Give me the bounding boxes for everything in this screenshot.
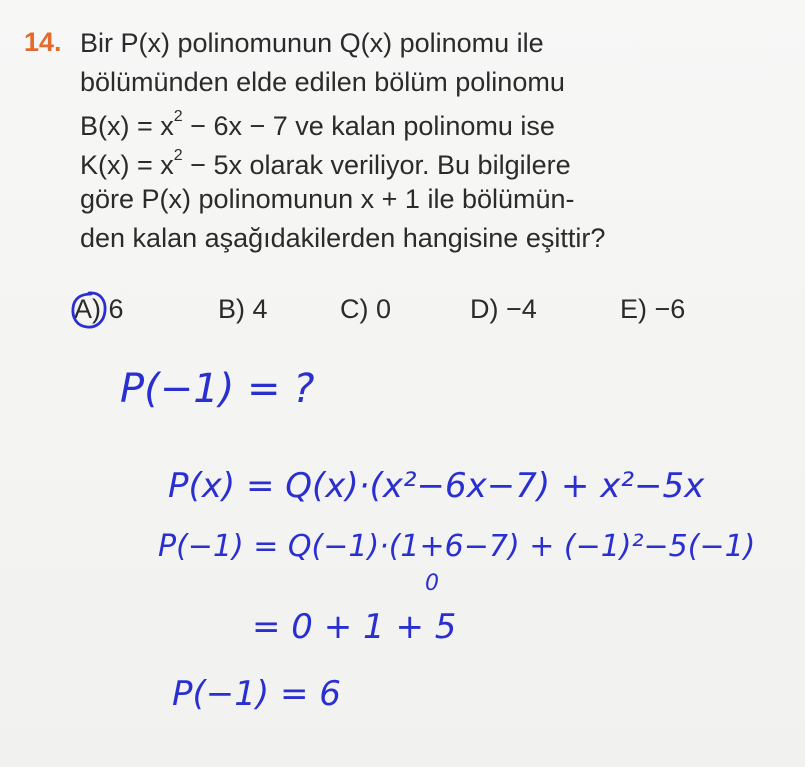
choice-d-value: −4	[506, 294, 537, 324]
choice-b-letter: B)	[218, 294, 245, 324]
question-line-1: Bir P(x) polinomunun Q(x) polinomu ile	[80, 28, 544, 58]
choice-a-value: 6	[108, 294, 124, 324]
hand-line-3: P(−1) = Q(−1)·(1+6−7) + (−1)²−5(−1)	[158, 529, 756, 564]
question-line-6: den kalan aşağıdakilerden hangisine eşittir?	[80, 223, 606, 253]
question-line-2: bölümünden elde edilen bölüm polinomu	[80, 67, 565, 97]
choice-b-value: 4	[252, 294, 268, 324]
choice-c-value: 0	[376, 294, 392, 324]
b-definition: B(x) = x	[80, 111, 174, 141]
question-line-5: göre P(x) polinomunun x + 1 ile bölümün-	[80, 184, 575, 214]
choice-d-letter: D)	[470, 294, 499, 324]
hand-line-1: P(−1) = ?	[120, 366, 315, 412]
hand-line-2: P(x) = Q(x)·(x²−6x−7) + x²−5x	[168, 466, 705, 506]
choice-c-letter: C)	[340, 294, 369, 324]
question-number: 14.	[24, 27, 62, 57]
hand-line-3-under: 0	[425, 571, 439, 596]
choice-e-letter: E)	[620, 294, 647, 324]
k-exponent: 2	[173, 147, 183, 164]
k-definition-rest: − 5x olarak veriliyor. Bu bilgilere	[182, 150, 571, 180]
choice-e-value: −6	[654, 294, 686, 324]
b-exponent: 2	[173, 108, 183, 125]
hand-line-5: P(−1) = 6	[172, 674, 341, 714]
k-definition: K(x) = x	[80, 150, 174, 180]
b-definition-rest: − 6x − 7 ve kalan polinomu ise	[182, 111, 555, 141]
choice-a-letter: A)	[74, 294, 101, 324]
hand-line-4: = 0 + 1 + 5	[252, 607, 457, 647]
